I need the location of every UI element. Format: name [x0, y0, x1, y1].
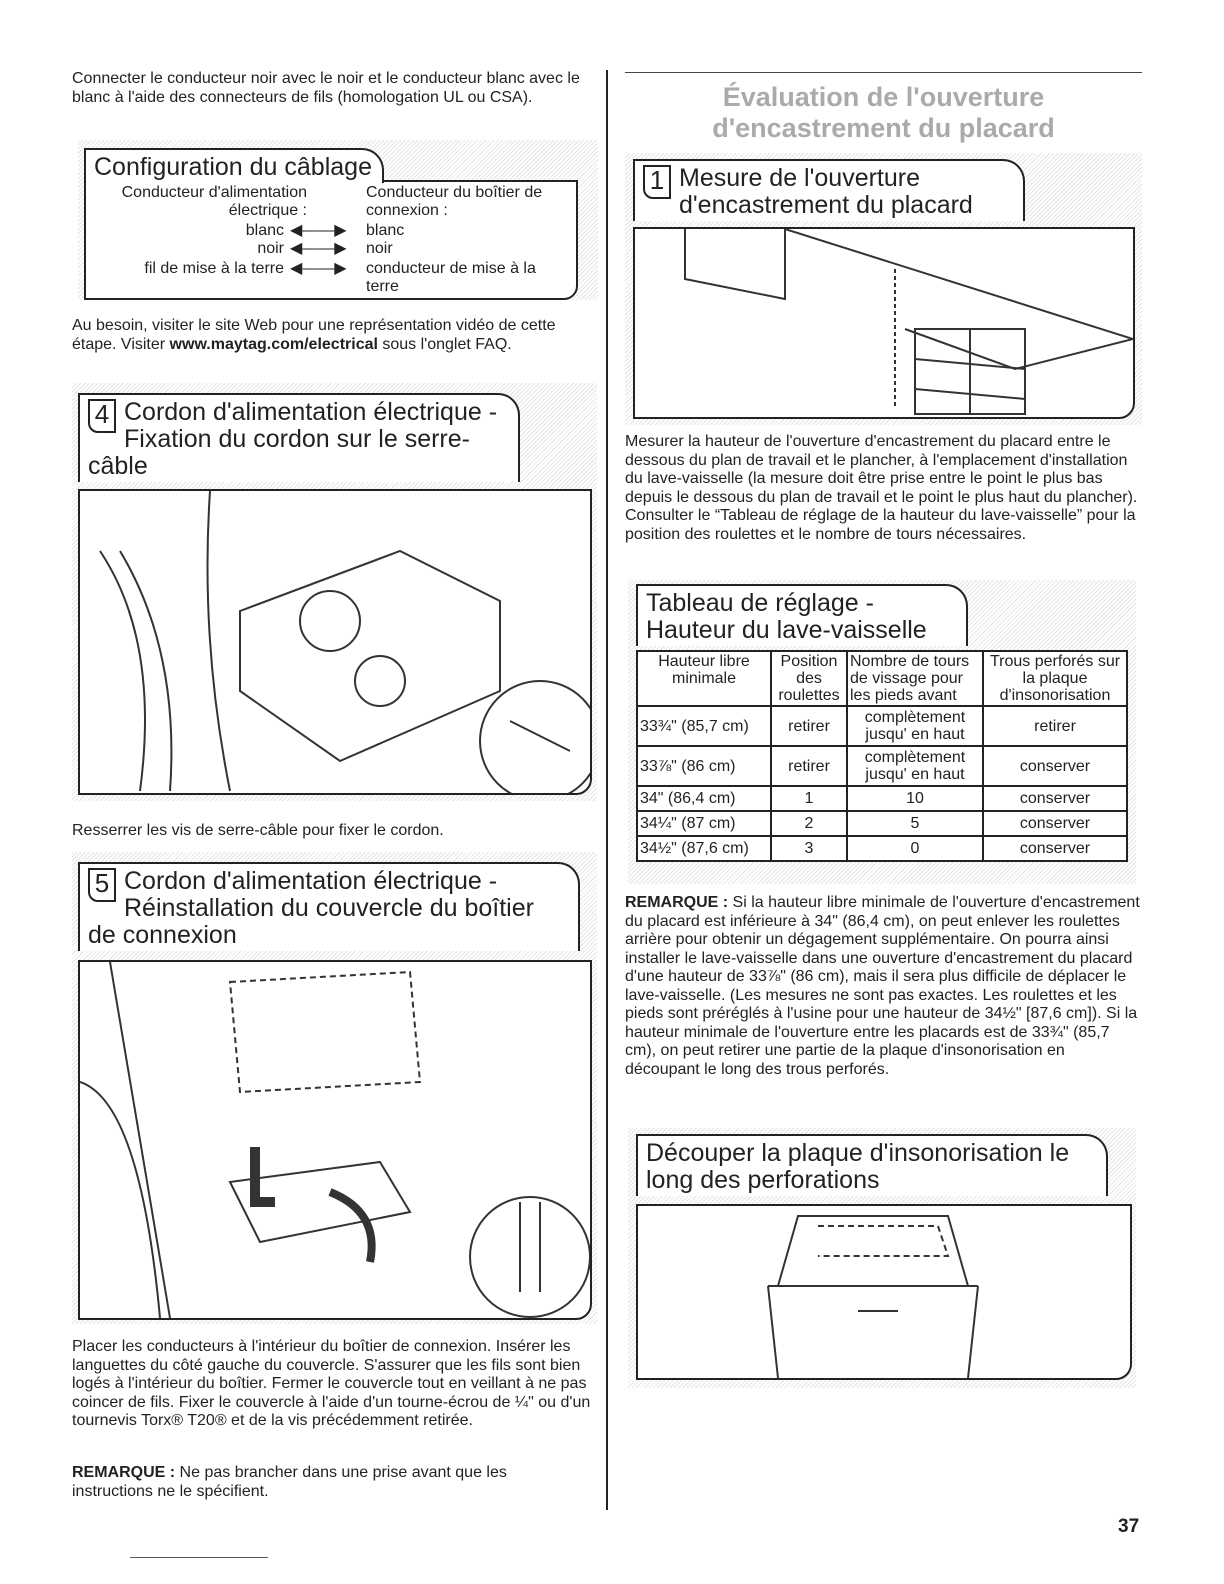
- step5-number: 5: [88, 868, 116, 902]
- footer-rule: [130, 1557, 268, 1558]
- step4-panel: [72, 383, 597, 801]
- step4-header: [78, 393, 520, 482]
- video-link[interactable]: www.maytag.com/electrical: [169, 335, 378, 353]
- table-header: Nombre de tours de vissage pour les pieds avant: [847, 651, 983, 706]
- table-cell: complètement jusqu' en haut: [847, 746, 983, 786]
- step1-illustration: [633, 227, 1135, 419]
- table-cell: retirer: [771, 746, 847, 786]
- table-cell: 3: [771, 836, 847, 861]
- wiring-row-right: blanc: [366, 222, 405, 239]
- note-text: Si la hauteur libre minimale de l'ouverture d'encastrement du placard est inférieure à 34" (86,4 cm), on peut enlever les roulettes arrière pour obtenir un dégagement supplémentaire. On pourra ainsi installer le lave-vaisselle dans une ouverture d'encastrement du placard d'une hauteur de 33⅞" (86 cm), mais il sera plus difficile de déplacer le lave-vaisselle. (Les mesures ne sont pas exactes. Les roulettes et les pieds sont préréglés à l'usine pour une hauteur de 34½" [87,6 cm]). Si la hauteur minimale de l'ouverture entre les placards est de 33¾" (85,7 cm), on peut retirer une partie de la plaque d'insonorisation en découpant le long des trous perforés.: [625, 894, 1140, 1078]
- table-cell: conserver: [983, 746, 1127, 786]
- wiring-title: Configuration du câblage: [84, 148, 384, 183]
- video-note-text-end: sous l'onglet FAQ.: [377, 335, 512, 353]
- cut-title: Découper la plaque d'insonorisation le long des perforations: [636, 1134, 1108, 1196]
- double-arrow-icon: ◀——▶: [290, 240, 347, 257]
- wiring-table: [84, 180, 578, 300]
- table-cell: retirer: [771, 706, 847, 746]
- note-text: Ne pas brancher dans une prise avant que les instructions ne le spécifient.: [72, 1464, 507, 1500]
- height-table-panel: [628, 580, 1136, 884]
- table-row: [637, 706, 1127, 746]
- table-header-row: [637, 651, 1127, 706]
- step1-header: [633, 159, 1025, 221]
- section-rule: [625, 72, 1142, 73]
- step5-illustration: [78, 960, 592, 1320]
- note-label: REMARQUE :: [625, 894, 729, 911]
- step5-panel: [72, 852, 597, 1324]
- table-cell: 1: [771, 786, 847, 811]
- step4-caption: Resserrer les vis de serre-câble pour fixer le cordon.: [72, 822, 444, 839]
- step1-number: 1: [643, 165, 671, 199]
- video-note: [72, 317, 592, 354]
- table-cell: 10: [847, 786, 983, 811]
- wiring-panel: [78, 140, 598, 300]
- intro-text: Connecter le conducteur noir avec le noir et le conducteur blanc avec le blanc à l'aide des connecteurs de fils (homologation UL ou CSA).: [72, 70, 580, 106]
- step5-note: [72, 1464, 592, 1501]
- step1-title: Mesure de l'ouverture d'encastrement du placard: [679, 164, 973, 219]
- step5-caption: Placer les conducteurs à l'intérieur du boîtier de connexion. Insérer les languettes du côté gauche du couvercle. S'assurer que les fils sont bien logés à l'intérieur du boîtier. Fermer le couvercle tout en veillant à ne pas coincer de fils. Fixer le couvercle à l'aide d'un tourne-écrou de ¼" ou d'un tournevis Torx® T20® et de la vis précédemment retirée.: [72, 1338, 591, 1429]
- note-label: REMARQUE :: [72, 1464, 176, 1481]
- cut-panel: [628, 1128, 1136, 1388]
- table-cell: 0: [847, 836, 983, 861]
- table-row: [637, 746, 1127, 786]
- wiring-left-header: Conducteur d'alimentation électrique :: [121, 184, 307, 219]
- step4-title: Cordon d'alimentation électrique - Fixation du cordon sur le serre-câble: [88, 398, 498, 480]
- table-cell: retirer: [983, 706, 1127, 746]
- wiring-row-left: fil de mise à la terre: [144, 260, 284, 277]
- table-cell: 33¾" (85,7 cm): [637, 706, 771, 746]
- step1-panel: [625, 153, 1142, 425]
- table-cell: conserver: [983, 836, 1127, 861]
- table-cell: complètement jusqu' en haut: [847, 706, 983, 746]
- table-cell: 33⅞" (86 cm): [637, 746, 771, 786]
- table-row: [637, 786, 1127, 811]
- wiring-row-right: noir: [366, 240, 393, 257]
- table-header: Trous perforés sur la plaque d'insonorisation: [983, 651, 1127, 706]
- cut-illustration: [636, 1204, 1132, 1380]
- wiring-right-header: Conducteur du boîtier de connexion :: [366, 184, 543, 219]
- step4-number: 4: [88, 399, 116, 433]
- table-cell: conserver: [983, 786, 1127, 811]
- section-title: Évaluation de l'ouverture d'encastrement du placard: [712, 82, 1055, 143]
- table-cell: 34¼" (87 cm): [637, 811, 771, 836]
- table-header: Position des roulettes: [771, 651, 847, 706]
- height-table: [636, 650, 1128, 862]
- table-cell: 34½" (87,6 cm): [637, 836, 771, 861]
- step5-header: [78, 862, 580, 951]
- video-note-text: Au besoin, visiter le site Web pour une représentation vidéo de cette étape. Visiter: [72, 317, 556, 353]
- table-cell: 34" (86,4 cm): [637, 786, 771, 811]
- wiring-row-left: noir: [257, 240, 284, 257]
- page-number: 37: [1118, 1516, 1140, 1537]
- wiring-row-right: conducteur de mise à la terre: [366, 260, 536, 295]
- table-cell: conserver: [983, 811, 1127, 836]
- table-header: Hauteur libre minimale: [637, 651, 771, 706]
- column-divider: [606, 70, 608, 1510]
- right-note: [625, 894, 1142, 1079]
- height-table-title: Tableau de réglage - Hauteur du lave-vaisselle: [636, 584, 968, 646]
- table-cell: 2: [771, 811, 847, 836]
- step5-title: Cordon d'alimentation électrique - Réinstallation du couvercle du boîtier de connexion: [88, 867, 534, 949]
- step1-caption: Mesurer la hauteur de l'ouverture d'encastrement du placard entre le dessous du plan de travail et le plancher, à l'emplacement d'installation du lave-vaisselle (la mesure doit être prise entre le point le plus bas depuis le dessous du plan de travail et le point le plus haut du plancher). Consulter le “Tableau de réglage de la hauteur du lave-vaisselle” pour la position des roulettes et le nombre de tours nécessaires.: [625, 433, 1138, 543]
- double-arrow-icon: ◀——▶: [290, 222, 347, 239]
- table-cell: 5: [847, 811, 983, 836]
- double-arrow-icon: ◀——▶: [290, 260, 347, 277]
- wiring-row-left: blanc: [245, 222, 284, 239]
- table-row: [637, 811, 1127, 836]
- table-row: [637, 836, 1127, 861]
- step4-illustration: [78, 489, 592, 795]
